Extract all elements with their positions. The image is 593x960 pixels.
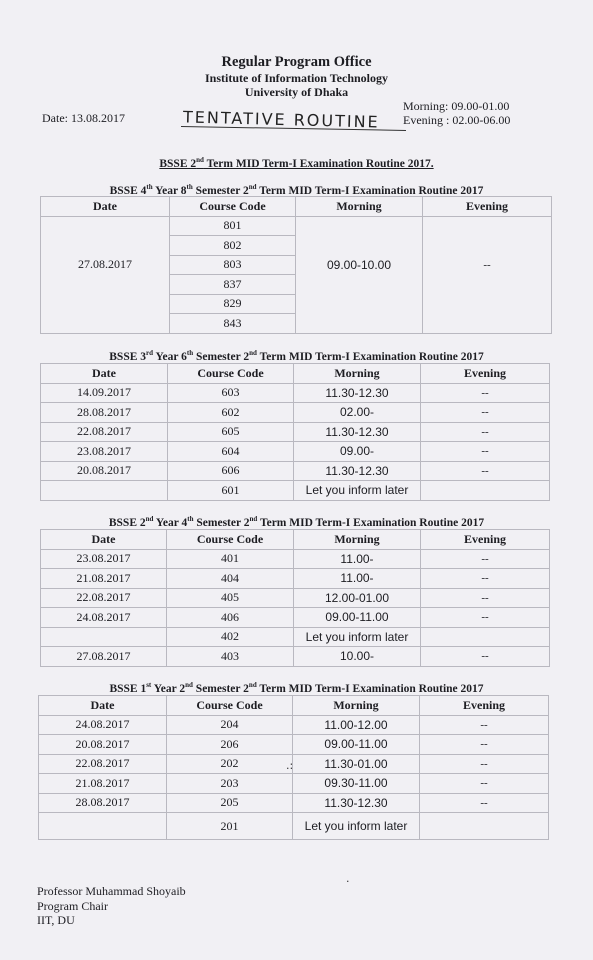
col-date: Date [41, 197, 170, 217]
course-cell: 202 [167, 754, 293, 774]
routine-table-4th-year [40, 196, 552, 334]
table-row [41, 481, 550, 501]
routine-table-2nd-year [40, 529, 550, 667]
table-header-row [41, 197, 552, 217]
course-cell: 206 [167, 735, 293, 755]
date-cell: 24.08.2017 [41, 608, 167, 628]
date-cell: 27.08.2017 [41, 647, 167, 667]
morning-cell: 12.00-01.00 [294, 588, 421, 608]
evening-cell: -- [421, 422, 550, 442]
morning-cell: 11.30-12.30 [294, 461, 421, 481]
date-cell: 28.08.2017 [39, 793, 167, 813]
office-title: Regular Program Office [221, 54, 372, 70]
table-header-row [41, 364, 550, 384]
course-cell: 606 [168, 461, 294, 481]
table-row [41, 422, 550, 442]
evening-cell [421, 627, 550, 647]
course-cell: 405 [167, 588, 294, 608]
evening-cell: -- [420, 774, 549, 794]
table-header-row [39, 696, 549, 716]
routine-table-3rd-year [40, 363, 550, 501]
col-course: Course Code [170, 197, 296, 217]
col-date: Date [39, 696, 167, 716]
evening-cell: -- [423, 255, 552, 275]
evening-cell [420, 813, 549, 840]
morning-cell: 11.30-12.30 [294, 383, 421, 403]
col-morning: Morning [293, 696, 420, 716]
signature-block [37, 884, 186, 928]
table-row [41, 275, 552, 295]
col-course: Course Code [167, 530, 294, 550]
evening-cell: -- [421, 383, 550, 403]
section-title-1st-year: BSSE 1st Year 2nd Semester 2nd Term MID Term-I Examination Routine 2017 [109, 681, 484, 695]
course-cell: 837 [170, 275, 296, 295]
table-row [39, 735, 549, 755]
section-title-4th-year: BSSE 4th Year 8th Semester 2nd Term MID Term-I Examination Routine 2017 [109, 183, 484, 197]
morning-cell [296, 294, 423, 314]
course-cell: 404 [167, 569, 294, 589]
col-date: Date [41, 530, 167, 550]
course-cell: 603 [168, 383, 294, 403]
course-cell: 602 [168, 403, 294, 423]
evening-cell: -- [421, 549, 550, 569]
evening-cell: -- [421, 461, 550, 481]
morning-cell: 09.00-11.00 [294, 608, 421, 628]
course-cell: 802 [170, 236, 296, 256]
table-row [41, 294, 552, 314]
evening-timing: Evening : 02.00-06.00 [403, 113, 511, 127]
date-cell: 20.08.2017 [41, 461, 168, 481]
col-evening: Evening [420, 696, 549, 716]
session-timing [403, 99, 510, 127]
date-cell: 14.09.2017 [41, 383, 168, 403]
table-row [41, 549, 550, 569]
morning-cell: 11.00- [294, 549, 421, 569]
date-cell [39, 813, 167, 840]
course-cell: 803 [170, 255, 296, 275]
university-title: University of Dhaka [244, 85, 349, 99]
table-row [41, 236, 552, 256]
evening-cell [423, 314, 552, 334]
course-cell: 801 [170, 216, 296, 236]
evening-cell: -- [420, 793, 549, 813]
table-row [41, 216, 552, 236]
morning-cell: Let you inform later [294, 627, 421, 647]
date-cell [41, 275, 170, 295]
date-cell: 23.08.2017 [41, 442, 168, 462]
table-row [41, 383, 550, 403]
evening-cell [423, 236, 552, 256]
date-cell: 22.08.2017 [39, 754, 167, 774]
col-course: Course Code [168, 364, 294, 384]
morning-cell: 11.30-12.30 [293, 793, 420, 813]
section-title-3rd-year: BSSE 3rd Year 6th Semester 2nd Term MID Term-I Examination Routine 2017 [109, 349, 484, 363]
pen-mark: .: [286, 759, 294, 772]
date-cell [41, 216, 170, 236]
evening-cell: -- [420, 715, 549, 735]
morning-cell: Let you inform later [293, 813, 420, 840]
date-cell: 22.08.2017 [41, 588, 167, 608]
evening-cell: -- [421, 403, 550, 423]
notice-date: Date: 13.08.2017 [42, 111, 125, 125]
table-row [39, 754, 549, 774]
date-cell: 21.08.2017 [39, 774, 167, 794]
date-cell [41, 627, 167, 647]
table-header-row [41, 530, 550, 550]
table-row [41, 461, 550, 481]
morning-cell: 09.00-10.00 [296, 255, 423, 275]
course-cell: 402 [167, 627, 294, 647]
evening-cell: -- [421, 442, 550, 462]
course-cell: 843 [170, 314, 296, 334]
table-row [41, 314, 552, 334]
morning-cell [296, 216, 423, 236]
evening-cell [423, 216, 552, 236]
course-cell: 601 [168, 481, 294, 501]
course-cell: 605 [168, 422, 294, 442]
handwritten-note: TENTATIVE ROUTINE [182, 107, 380, 132]
table-row [41, 403, 550, 423]
table-row [41, 608, 550, 628]
col-morning: Morning [296, 197, 423, 217]
table-row [39, 793, 549, 813]
evening-cell [423, 275, 552, 295]
evening-cell: -- [420, 735, 549, 755]
date-cell: 24.08.2017 [39, 715, 167, 735]
routine-table-1st-year [38, 695, 549, 840]
morning-cell: 09.30-11.00 [293, 774, 420, 794]
col-date: Date [41, 364, 168, 384]
morning-cell: 11.30-01.00 [293, 754, 420, 774]
section-title-2nd-year: BSSE 2nd Year 4th Semester 2nd Term MID Term-I Examination Routine 2017 [108, 515, 485, 529]
course-cell: 401 [167, 549, 294, 569]
evening-cell: -- [421, 569, 550, 589]
morning-cell: 11.00-12.00 [293, 715, 420, 735]
date-cell: 27.08.2017 [41, 255, 170, 275]
col-course: Course Code [167, 696, 293, 716]
evening-cell: -- [421, 588, 550, 608]
table-row [39, 715, 549, 735]
pen-dot: · [346, 875, 350, 888]
morning-cell [296, 275, 423, 295]
morning-cell: 11.30-12.30 [294, 422, 421, 442]
date-cell: 21.08.2017 [41, 569, 167, 589]
evening-cell [423, 294, 552, 314]
course-cell: 203 [167, 774, 293, 794]
course-cell: 205 [167, 793, 293, 813]
course-cell: 604 [168, 442, 294, 462]
col-morning: Morning [294, 530, 421, 550]
morning-cell: Let you inform later [294, 481, 421, 501]
evening-cell: -- [420, 754, 549, 774]
date-cell: 28.08.2017 [41, 403, 168, 423]
morning-cell: 09.00- [294, 442, 421, 462]
col-evening: Evening [421, 530, 550, 550]
morning-cell [296, 314, 423, 334]
date-cell [41, 481, 168, 501]
date-cell [41, 294, 170, 314]
morning-cell: 02.00- [294, 403, 421, 423]
table-row [41, 442, 550, 462]
course-cell: 201 [167, 813, 293, 840]
morning-cell: 09.00-11.00 [293, 735, 420, 755]
morning-cell: 11.00- [294, 569, 421, 589]
signatory-name: Professor Muhammad Shoyaib [37, 884, 186, 898]
main-title: BSSE 2nd Term MID Term-I Examination Routine 2017. [159, 156, 434, 170]
table-row [41, 627, 550, 647]
morning-timing: Morning: 09.00-01.00 [403, 99, 510, 113]
evening-cell: -- [421, 608, 550, 628]
evening-cell: -- [421, 647, 550, 667]
signatory-org: IIT, DU [37, 913, 75, 927]
evening-cell [421, 481, 550, 501]
table-row [41, 647, 550, 667]
morning-cell [296, 236, 423, 256]
date-cell: 23.08.2017 [41, 549, 167, 569]
col-evening: Evening [421, 364, 550, 384]
course-cell: 403 [167, 647, 294, 667]
col-morning: Morning [294, 364, 421, 384]
table-row [39, 813, 549, 840]
morning-cell: 10.00- [294, 647, 421, 667]
course-cell: 204 [167, 715, 293, 735]
signatory-role: Program Chair [37, 898, 108, 913]
table-row [41, 569, 550, 589]
date-cell [41, 236, 170, 256]
table-row [39, 774, 549, 794]
date-cell: 22.08.2017 [41, 422, 168, 442]
institute-title: Institute of Information Technology [204, 71, 389, 85]
col-evening: Evening [423, 197, 552, 217]
date-cell: 20.08.2017 [39, 735, 167, 755]
date-cell [41, 314, 170, 334]
course-cell: 406 [167, 608, 294, 628]
table-row [41, 588, 550, 608]
table-row [41, 255, 552, 275]
course-cell: 829 [170, 294, 296, 314]
